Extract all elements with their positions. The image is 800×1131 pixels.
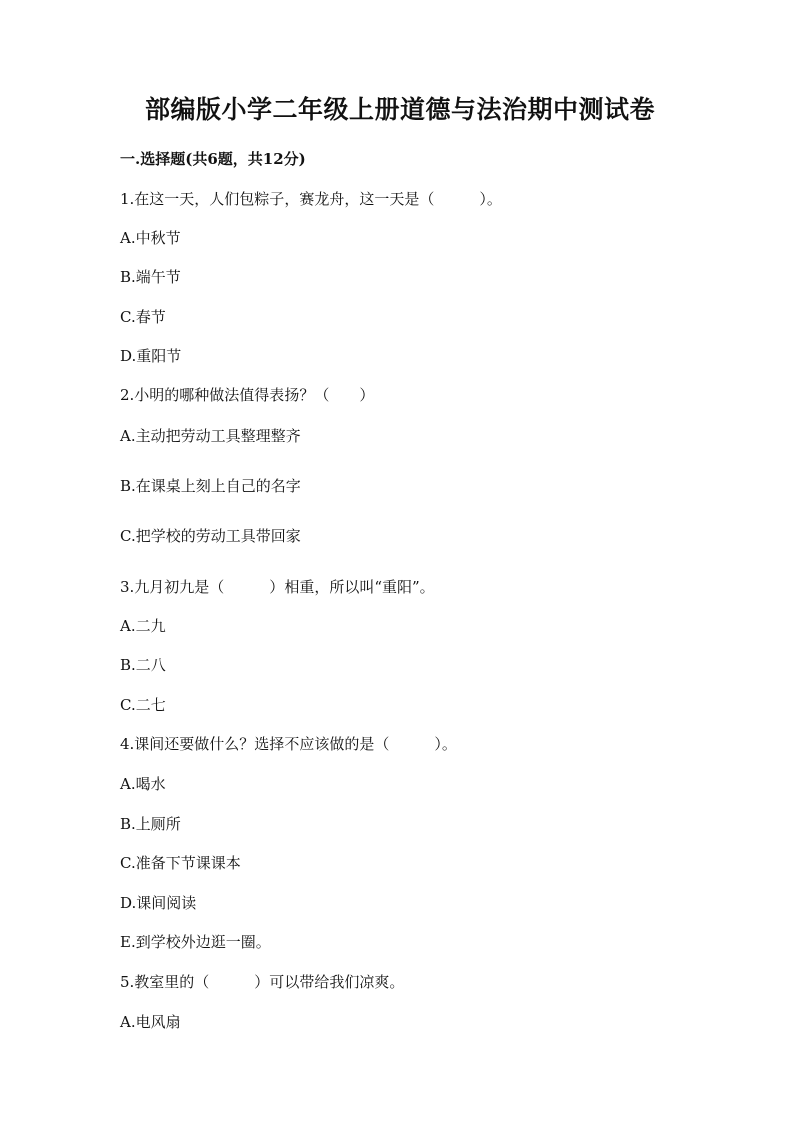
question-2-option-b: B.在课桌上刻上自己的名字: [120, 477, 301, 495]
question-1-option-b: B.端午节: [120, 268, 181, 286]
question-2-option-c: C.把学校的劳动工具带回家: [120, 527, 301, 545]
question-4-option-a: A.喝水: [120, 775, 166, 793]
question-4-option-c: C.准备下节课课本: [120, 854, 241, 872]
question-5-stem: 5.教室里的（ ）可以带给我们凉爽。: [120, 973, 405, 991]
question-2-option-a: A.主动把劳动工具整理整齐: [120, 427, 301, 445]
page-title: 部编版小学二年级上册道德与法治期中测试卷: [144, 95, 655, 124]
question-3-option-c: C.二七: [120, 696, 166, 714]
question-3-option-b: B.二八: [120, 656, 166, 674]
question-4-option-e: E.到学校外边逛一圈。: [120, 933, 271, 951]
question-4-option-d: D.课间阅读: [120, 894, 197, 912]
section-header: 一.选择题(共6题，共12分): [120, 150, 306, 168]
question-4-stem: 4.课间还要做什么？选择不应该做的是（ ）。: [120, 735, 457, 753]
question-3-option-a: A.二九: [120, 617, 166, 635]
question-5-option-a: A.电风扇: [120, 1013, 181, 1031]
question-3-stem: 3.九月初九是（ ）相重，所以叫“重阳”。: [120, 578, 435, 596]
question-1-option-d: D.重阳节: [120, 347, 182, 365]
question-1-option-c: C.春节: [120, 308, 166, 326]
question-1-option-a: A.中秋节: [120, 229, 181, 247]
question-4-option-b: B.上厕所: [120, 815, 181, 833]
question-2-stem: 2.小明的哪种做法值得表扬？（ ）: [120, 386, 375, 404]
question-1-stem: 1.在这一天，人们包粽子，赛龙舟，这一天是（ ）。: [120, 190, 502, 208]
